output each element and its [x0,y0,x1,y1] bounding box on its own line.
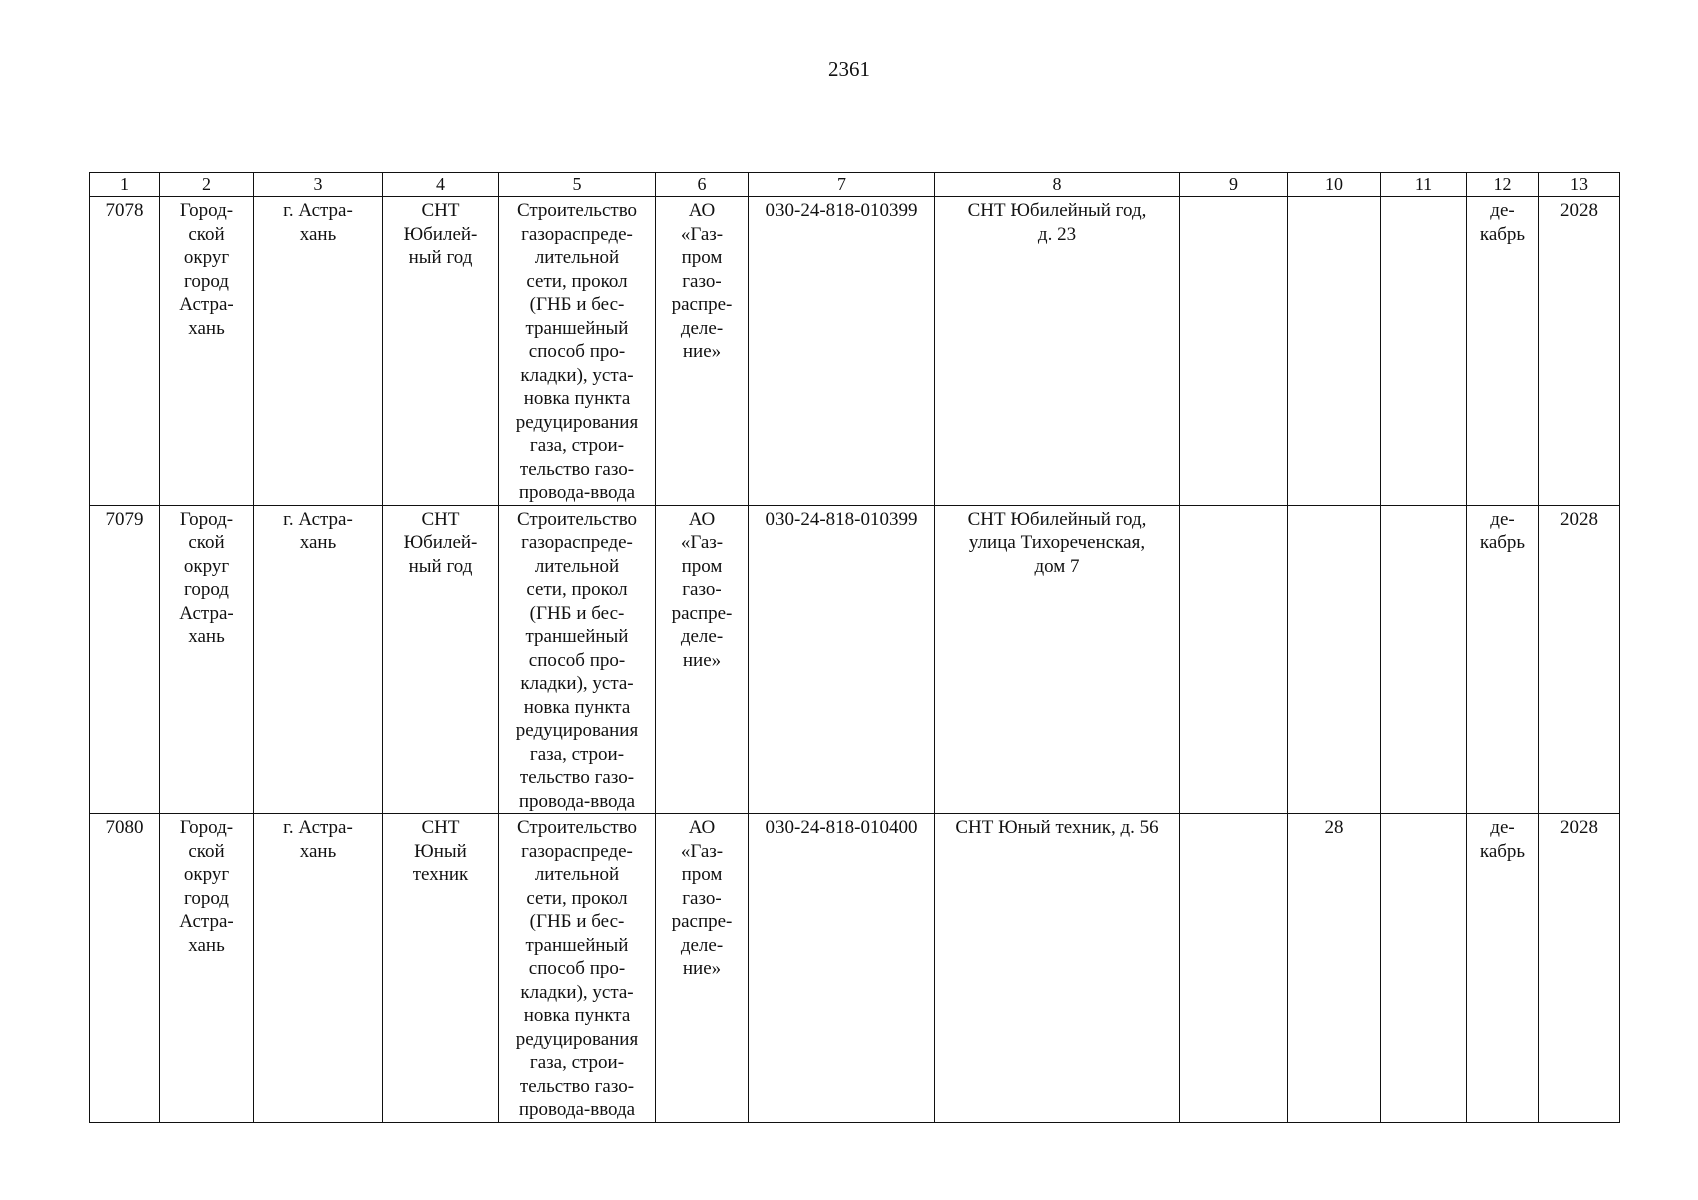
cell-text: 030-24-818-010400 [765,817,918,838]
column-header: 3 [254,173,383,197]
column-header: 8 [935,173,1180,197]
cell-municipality [160,505,254,814]
column-header: 11 [1381,173,1467,197]
cell-record-number [90,814,160,1123]
column-header: 2 [160,173,254,197]
cell-text: 030-24-818-010399 [765,508,918,530]
cell-code [749,814,935,1123]
cell-col11 [1381,814,1467,1123]
cell-address [935,814,1180,1123]
cell-month [1467,505,1539,814]
cell-locality [383,505,499,814]
cell-address [935,505,1180,814]
column-header: 6 [656,173,749,197]
cell-text: де- кабрь [1479,200,1526,245]
cell-col9 [1180,814,1288,1123]
cell-organization [656,505,749,814]
cell-col10 [1288,197,1381,506]
cell-locality [383,814,499,1123]
cell-year [1539,814,1620,1123]
cell-text: Строительство газораспреде- лительной сети, прокол (ГНБ и бес- траншейный способ про- кладки), уста- новка пункта редуцирования газа, строи- тельство газо- провода-ввода [515,508,639,812]
cell-municipality [160,197,254,506]
cell-text: 2028 [1560,200,1598,221]
cell-settlement [254,814,383,1123]
cell-col9 [1180,505,1288,814]
table-row [90,197,1620,506]
cell-col10 [1288,505,1381,814]
cell-organization [656,197,749,506]
column-header: 7 [749,173,935,197]
cell-text: 28 [1324,817,1344,838]
cell-address [935,197,1180,506]
cell-text: СНТ Юный техник [412,817,469,885]
cell-text: Строительство газораспреде- лительной сети, прокол (ГНБ и бес- траншейный способ про- кладки), уста- новка пункта редуцирования газа, строи- тельство газо- провода-ввода [515,200,639,503]
cell-text: СНТ Юбилейный год, д. 23 [967,200,1147,245]
cell-text: де- кабрь [1479,508,1526,553]
cell-text: 2028 [1560,508,1598,530]
column-header: 4 [383,173,499,197]
column-header: 5 [499,173,656,197]
cell-text: Город- ской округ город Астра- хань [179,508,234,647]
cell-text: де- кабрь [1479,817,1526,862]
column-header: 1 [90,173,160,197]
cell-col9 [1180,197,1288,506]
cell-text: СНТ Юбилей- ный год [403,508,478,577]
cell-code [749,505,935,814]
cell-text: 7079 [105,508,144,530]
cell-record-number [90,197,160,506]
cell-code [749,197,935,506]
cell-year [1539,197,1620,506]
cell-text: 030-24-818-010399 [765,200,918,221]
cell-text: 2028 [1560,817,1598,838]
data-table [89,172,1620,1123]
cell-text: АО «Газ- пром газо- распре- деле- ние» [671,508,733,671]
cell-text: Строительство газораспреде- лительной сети, прокол (ГНБ и бес- траншейный способ про- кладки), уста- новка пункта редуцирования газа, строи- тельство газо- провода-ввода [515,817,639,1120]
table-row [90,814,1620,1123]
cell-text: Город- ской округ город Астра- хань [179,817,234,956]
cell-works [499,505,656,814]
cell-text: 7078 [105,200,144,221]
cell-text: 7080 [105,817,144,838]
cell-col11 [1381,505,1467,814]
cell-col11 [1381,197,1467,506]
cell-text: г. Астра- хань [283,817,353,862]
header-row [90,173,1620,197]
cell-month [1467,197,1539,506]
cell-organization [656,814,749,1123]
table-row [90,505,1620,814]
cell-text: СНТ Юбилей- ный год [403,200,478,268]
cell-text: СНТ Юный техник, д. 56 [955,817,1159,838]
column-header: 12 [1467,173,1539,197]
cell-text: АО «Газ- пром газо- распре- деле- ние» [671,817,733,979]
cell-record-number [90,505,160,814]
cell-text: г. Астра- хань [283,508,353,553]
column-header: 10 [1288,173,1381,197]
column-header: 13 [1539,173,1620,197]
cell-works [499,814,656,1123]
cell-text: СНТ Юбилейный год, улица Тихореченская, дом 7 [967,508,1147,577]
cell-locality [383,197,499,506]
cell-text: г. Астра- хань [283,200,353,245]
cell-settlement [254,197,383,506]
cell-text: АО «Газ- пром газо- распре- деле- ние» [671,200,733,362]
page-number: 2361 [828,57,870,81]
column-header: 9 [1180,173,1288,197]
cell-works [499,197,656,506]
cell-col10 [1288,814,1381,1123]
cell-month [1467,814,1539,1123]
cell-settlement [254,505,383,814]
cell-text: Город- ской округ город Астра- хань [179,200,234,339]
cell-municipality [160,814,254,1123]
cell-year [1539,505,1620,814]
